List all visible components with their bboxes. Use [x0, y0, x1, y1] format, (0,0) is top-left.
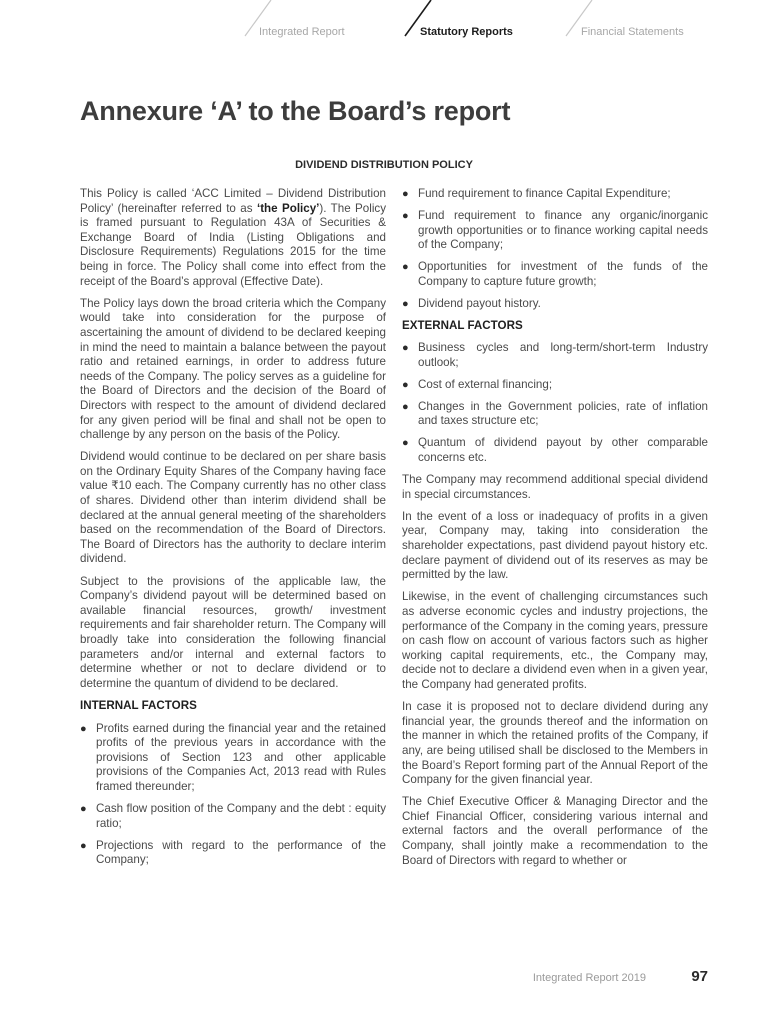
external-factors-list — [402, 341, 708, 465]
list-item-text: Fund requirement to finance Capital Expenditure; — [418, 187, 671, 200]
paragraph: The Company may recommend additional special dividend in special circumstances. — [402, 473, 708, 501]
list-item-text: Business cycles and long-term/short-term Industry outlook; — [418, 341, 708, 369]
list-item — [402, 187, 708, 202]
bullet-icon: ● — [402, 188, 409, 200]
internal-factors-list-continued — [402, 187, 708, 311]
internal-factors-heading: INTERNAL FACTORS — [80, 698, 197, 712]
list-item-text: Changes in the Government policies, rate of inflation and taxes structure etc; — [418, 399, 708, 428]
bullet-icon: ● — [402, 342, 409, 355]
paragraph: Likewise, in the event of challenging circumstances such as adverse economic cycles and industry projections, the performance of the Company in the coming years, pressure on cash flow on account of various factors such as higher working capital requirements, etc., the Company may, decide not to declare a dividend even when in a given year, the Company had generated profits. — [402, 590, 708, 691]
paragraph: Dividend would continue to be declared on per share basis on the Ordinary Equity Shares of the Company having face value ₹10 each. The Company currently has no other class of shares. Dividend other than interim dividend shall be declared at the annual general meeting of the shareholders based on the recommendation of the Board of Directors. The Board of Directors has the authority to declare interim dividend. — [80, 450, 386, 566]
paragraph: In the event of a loss or inadequacy of profits in a given year, Company may, taking into consideration the shareholder expectations, past dividend payout history etc. declare payment of dividend out of its reserves as may be permitted by the law. — [402, 509, 708, 582]
list-item — [402, 209, 708, 253]
paragraph: In case it is proposed not to declare dividend during any financial year, the grounds thereof and the information on the manner in which the retained profits of the Company, if any, are being utilised shall be disclosed to the Members in the Board’s Report forming part of the Annual Report of the Company for the given financial year. — [402, 700, 708, 787]
bullet-icon: ● — [80, 722, 87, 735]
paragraph-text: ). The Policy is framed pursuant to Regulation 43A of Securities & Exchange Board of India (Listing Obligations and Disclosure Requirements) Regulations 2015 for the time being in force. The Policy shall come into effect from the receipt of the Board’s approval (Effective Date). — [80, 201, 386, 288]
bullet-icon: ● — [402, 297, 409, 310]
tab-financial-statements[interactable]: Financial Statements — [581, 26, 684, 38]
list-item — [80, 802, 386, 831]
paragraph: The Chief Executive Officer & Managing Director and the Chief Financial Officer, considering various internal and external factors and the overall performance of the Company, shall jointly make a recommendation to the Board of Directors with regard to whether or — [402, 795, 708, 867]
list-item-text: Fund requirement to finance any organic/inorganic growth opportunities or to finance working capital needs of the Company; — [418, 208, 708, 252]
policy-term: ‘the Policy’ — [256, 201, 320, 215]
list-item — [402, 436, 708, 465]
list-item — [80, 722, 386, 795]
left-column — [80, 187, 386, 875]
list-item-text: Opportunities for investment of the funds of the Company to capture future growth; — [418, 260, 708, 288]
bullet-icon: ● — [402, 437, 409, 450]
section-nav — [0, 0, 768, 44]
paragraph — [80, 187, 386, 289]
list-item — [402, 378, 708, 393]
bullet-icon: ● — [402, 400, 409, 413]
external-factors-heading: EXTERNAL FACTORS — [402, 318, 523, 332]
bullet-icon: ● — [402, 209, 409, 222]
list-item — [402, 341, 708, 370]
paragraph-text: This Policy is called ‘ACC Limited – Dividend Distribution Policy’ (hereinafter referred to as — [80, 187, 386, 215]
section-subtitle: DIVIDEND DISTRIBUTION POLICY — [295, 159, 473, 171]
paragraph: The Policy lays down the broad criteria which the Company would take into consideration for the purpose of ascertaining the amount of dividend to be declared keeping in mind the need to maintain a balance between the payout ratio and retained earnings, in order to address future needs of the Company. The policy serves as a guideline for the Board of Directors and the decision of the Board of Directors with respect to the amount of dividend declared for any given period will be final and shall not be open to challenge by any person on the basis of the Policy. — [80, 296, 386, 442]
internal-factors-list — [80, 722, 386, 868]
bullet-icon: ● — [402, 378, 409, 391]
list-item — [402, 297, 708, 312]
bullet-icon: ● — [80, 802, 87, 815]
list-item-text: Dividend payout history. — [418, 296, 541, 310]
bullet-icon: ● — [80, 839, 87, 852]
list-item-text: Quantum of dividend payout by other comparable concerns etc. — [418, 436, 708, 465]
list-item — [402, 400, 708, 429]
list-item-text: Profits earned during the financial year and the retained profits of the previous years in accordance with the provisions of Section 123 and other applicable provisions of the Companies Act, 2013 read with Rules framed thereunder; — [96, 721, 386, 793]
bullet-icon: ● — [402, 261, 409, 274]
list-item — [80, 839, 386, 868]
right-column — [402, 187, 708, 876]
list-item-text: Cost of external financing; — [418, 377, 553, 391]
tab-statutory-reports[interactable]: Statutory Reports — [420, 26, 513, 38]
list-item-text: Projections with regard to the performance of the Company; — [96, 838, 386, 867]
tab-integrated-report[interactable]: Integrated Report — [259, 26, 345, 38]
page-number: 97 — [691, 968, 708, 985]
paragraph: Subject to the provisions of the applicable law, the Company’s dividend payout will be determined based on available financial resources, growth/ investment requirements and fair shareholder return. The Company will broadly take into consideration the following financial parameters and/or internal and external factors to determine whether or not to declare dividend or to determine the quantum of dividend to be declared. — [80, 574, 386, 690]
page-title: Annexure ‘A’ to the Board’s report — [80, 96, 511, 126]
list-item — [402, 260, 708, 289]
list-item-text: Cash flow position of the Company and the debt : equity ratio; — [96, 801, 386, 830]
footer-report-label: Integrated Report 2019 — [532, 972, 646, 984]
